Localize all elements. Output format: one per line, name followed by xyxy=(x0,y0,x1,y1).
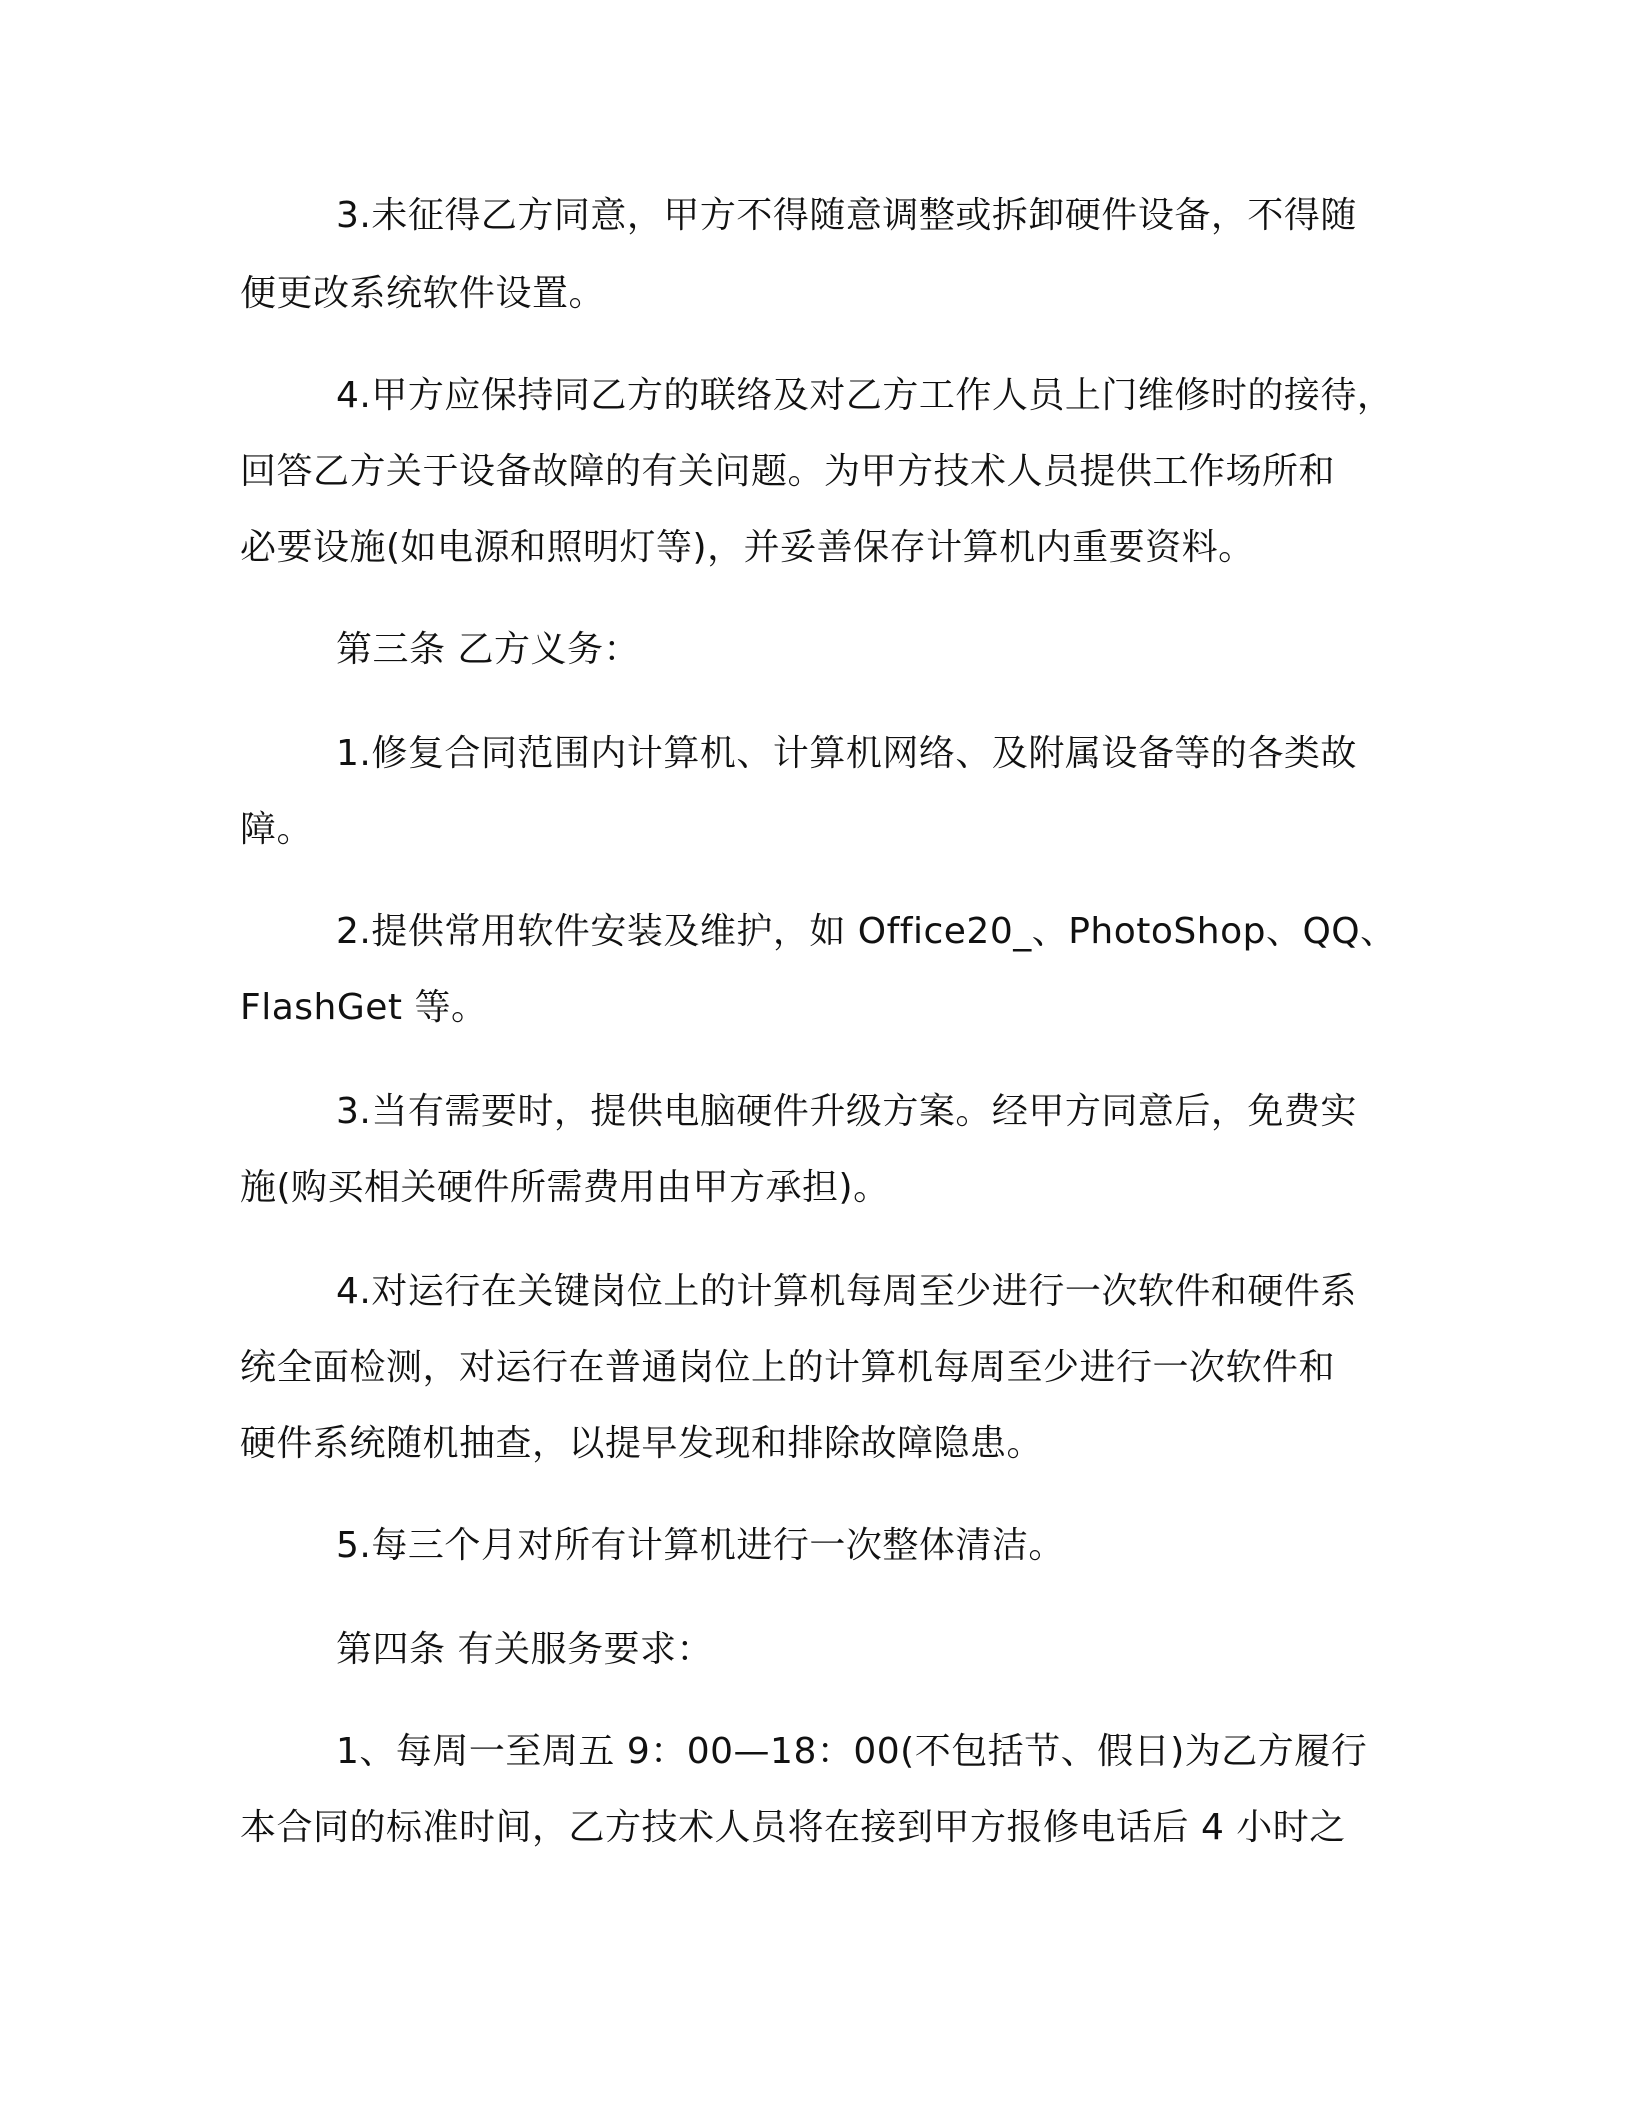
text-line: 2.提供常用软件安装及维护，如 Office20_、PhotoShop、QQ、 xyxy=(336,911,1397,952)
text-line: 障。 xyxy=(240,809,314,850)
section-heading: 第四条 有关服务要求： xyxy=(336,1629,713,1670)
section-heading: 第三条 乙方义务： xyxy=(336,629,640,670)
text-line: 硬件系统随机抽查，以提早发现和排除故障隐患。 xyxy=(240,1423,1044,1464)
text-line: 1.修复合同范围内计算机、计算机网络、及附属设备等的各类故 xyxy=(336,733,1357,774)
text-line: 3.未征得乙方同意，甲方不得随意调整或拆卸硬件设备，不得随 xyxy=(336,195,1357,236)
text-line: 必要设施(如电源和照明灯等)，并妥善保存计算机内重要资料。 xyxy=(240,527,1255,568)
text-line: 统全面检测，对运行在普通岗位上的计算机每周至少进行一次软件和 xyxy=(240,1347,1336,1388)
text-line: 便更改系统软件设置。 xyxy=(240,273,606,314)
text-line: 4.甲方应保持同乙方的联络及对乙方工作人员上门维修时的接待， xyxy=(336,375,1394,416)
text-line: FlashGet 等。 xyxy=(240,987,488,1028)
text-line: 施(购买相关硬件所需费用由甲方承担)。 xyxy=(240,1167,890,1208)
text-line: 本合同的标准时间，乙方技术人员将在接到甲方报修电话后 4 小时之 xyxy=(240,1807,1346,1848)
text-line: 回答乙方关于设备故障的有关问题。为甲方技术人员提供工作场所和 xyxy=(240,451,1336,492)
text-line: 5.每三个月对所有计算机进行一次整体清洁。 xyxy=(336,1525,1065,1566)
text-line: 4.对运行在关键岗位上的计算机每周至少进行一次软件和硬件系 xyxy=(336,1271,1357,1312)
text-line: 1、每周一至周五 9：00—18：00(不包括节、假日)为乙方履行 xyxy=(336,1731,1368,1772)
text-line: 3.当有需要时，提供电脑硬件升级方案。经甲方同意后，免费实 xyxy=(336,1091,1357,1132)
